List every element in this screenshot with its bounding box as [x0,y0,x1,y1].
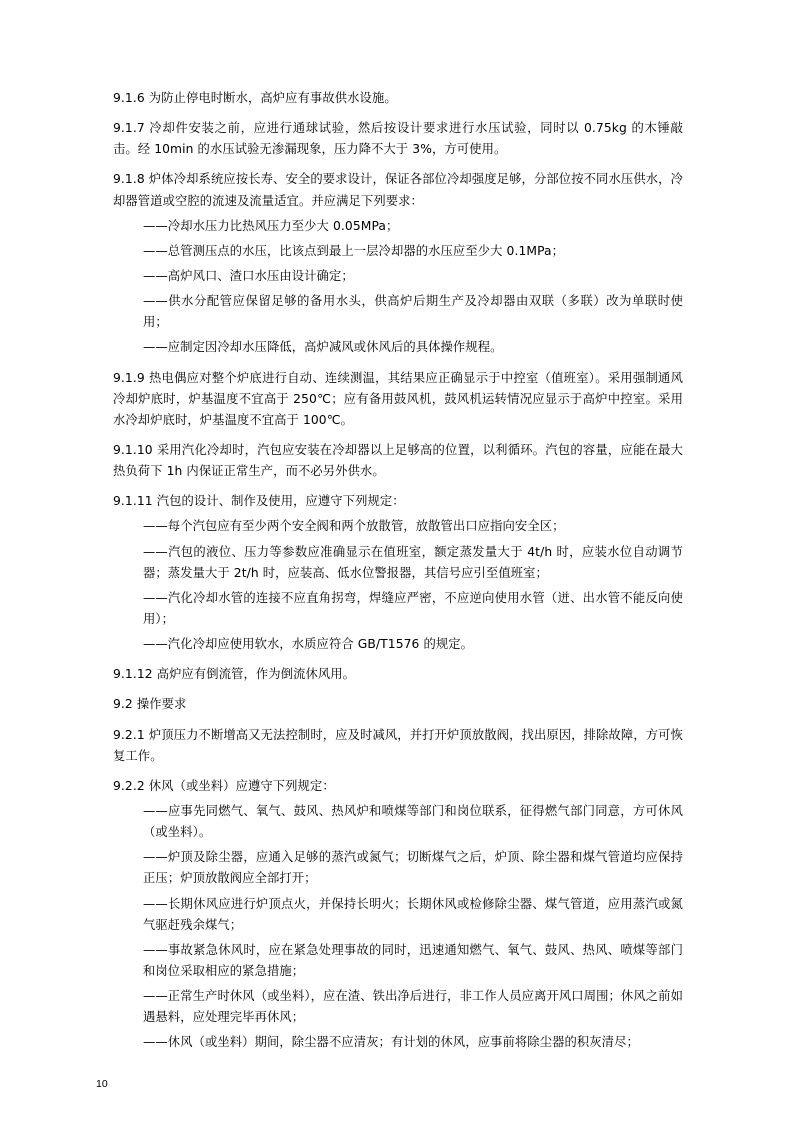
paragraph-p-9-2-2-b: ——炉顶及除尘器，应通入足够的蒸汽或氮气；切断煤气之后，炉顶、除尘器和煤气管道均应保持正压；炉顶放散阀应全部打开； [143,850,683,886]
paragraph-p-9-2-2-e: ——正常生产时休风（或坐料），应在渣、铁出净后进行，非工作人员应离开风口周围；休风之前如遇悬料，应处理完毕再休风； [143,989,683,1025]
paragraph-p-9-1-8-b: ——总管测压点的水压，比该点到最上一层冷却器的水压应至少大 0.1MPa； [143,243,565,258]
document-body [113,88,683,1062]
paragraph-p-9-2-1: 9.2.1 炉顶压力不断增高又无法控制时，应及时减风，并打开炉顶放散阀，找出原因，排除故障，方可恢复工作。 [113,727,683,763]
paragraph-p-9-2-2-c: ——长期休风应进行炉顶点火，并保持长明火；长期休风或检修除尘器、煤气管道，应用蒸汽或氮气驱赶残余煤气； [143,896,683,932]
paragraph-p-9-1-7: 9.1.7 冷却件安装之前，应进行通球试验，然后按设计要求进行水压试验，同时以 0.75kg 的木锤敲击。经 10min 的水压试验无渗漏现象，压力降不大于 3%，方可使用。 [113,121,683,157]
page-number: 10 [96,1078,108,1090]
paragraph-p-9-2-2-d: ——事故紧急休风时，应在紧急处理事故的同时，迅速通知燃气、氧气、鼓风、热风、喷煤等部门和岗位采取相应的紧急措施； [143,942,683,978]
paragraph-p-9-2: 9.2 操作要求 [113,697,187,712]
paragraph-p-9-1-8: 9.1.8 炉体冷却系统应按长寿、安全的要求设计，保证各部位冷却强度足够，分部位按不同水压供水，冷却器管道或空腔的流速及流量适宜。并应满足下列要求： [113,172,683,208]
paragraph-p-9-1-8-a: ——冷却水压力比热风压力至少大 0.05MPa； [143,218,399,233]
paragraph-p-9-1-8-d: ——供水分配管应保留足够的备用水头，供高炉后期生产及冷却器由双联（多联）改为单联时使用； [143,294,683,330]
paragraph-p-9-1-9: 9.1.9 热电偶应对整个炉底进行自动、连续测温，其结果应正确显示于中控室（值班室）。采用强制通风冷却炉底时，炉基温度不宜高于 250℃；应有备用鼓风机，鼓风机运转情况应显示于高炉中控室。采用水冷却炉底时，炉基温度不宜高于 100℃。 [113,370,683,427]
paragraph-p-9-2-2-f: ——休风（或坐料）期间，除尘器不应清灰；有计划的休风，应事前将除尘器的积灰清尽； [143,1035,639,1050]
paragraph-p-9-2-2: 9.2.2 休风（或坐料）应遵守下列规定： [113,778,335,793]
paragraph-p-9-1-8-c: ——高炉风口、渣口水压由设计确定； [143,268,354,283]
paragraph-p-9-1-11-b: ——汽包的液位、压力等参数应准确显示在值班室，额定蒸发量大于 4t/h 时，应装水位自动调节器；蒸发量大于 2t/h 时，应装高、低水位警报器，其信号应引至值班室； [143,544,683,580]
paragraph-p-9-2-2-a: ——应事先同燃气、氧气、鼓风、热风炉和喷煤等部门和岗位联系，征得燃气部门同意，方可休风（或坐料）。 [143,803,683,840]
paragraph-p-9-1-8-e: ——应制定因冷却水压降低，高炉减风或休风后的具体操作规程。 [143,340,503,355]
paragraph-p-9-1-6: 9.1.6 为防止停电时断水，高炉应有事故供水设施。 [113,91,397,105]
paragraph-p-9-1-10: 9.1.10 采用汽化冷却时，汽包应安装在冷却器以上足够高的位置，以利循环。汽包的容量，应能在最大热负荷下 1h 内保证正常生产，而不必另外供水。 [113,442,683,479]
paragraph-p-9-1-12: 9.1.12 高炉应有倒流管，作为倒流休风用。 [113,667,356,682]
paragraph-p-9-1-11: 9.1.11 汽包的设计、制作及使用，应遵守下列规定： [113,494,405,509]
paragraph-p-9-1-11-d: ——汽化冷却应使用软水，水质应符合 GB/T1576 的规定。 [143,637,474,652]
paragraph-p-9-1-11-a: ——每个汽包应有至少两个安全阀和两个放散管，放散管出口应指向安全区； [143,519,565,534]
paragraph-p-9-1-11-c: ——汽化冷却水管的连接不应直角拐弯，焊缝应严密，不应逆向使用水管（迸、出水管不能反向使用）； [143,590,683,626]
